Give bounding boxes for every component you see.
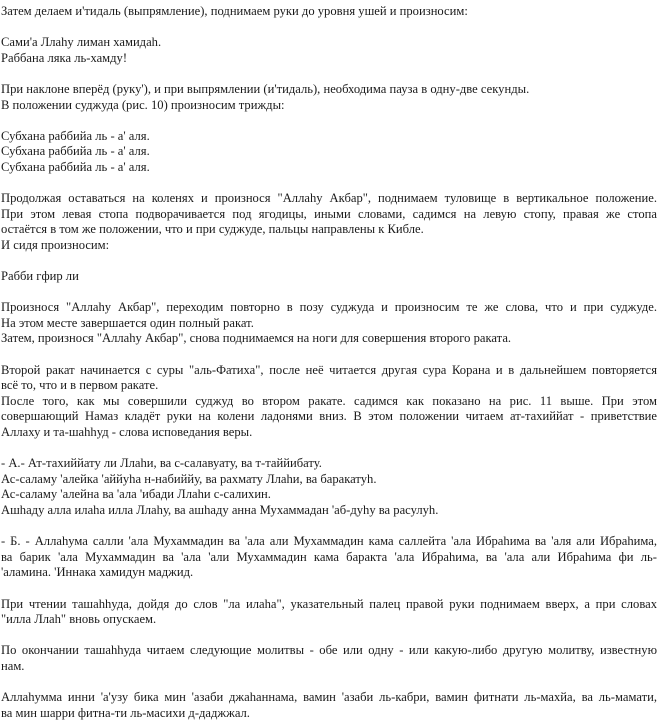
blank-line xyxy=(1,113,657,129)
blank-line xyxy=(1,20,657,36)
text-line: Рабби гфир ли xyxy=(1,269,79,284)
text-line: Раббана ляка ль-хамду! xyxy=(1,50,128,65)
blank-line xyxy=(1,581,657,597)
text-line: При этом левая стопа подворачивается под ягодицы, иными словами, садимся на левую стопу, правая же стопа xyxy=(1,206,657,221)
text-line: И сидя произносим: xyxy=(1,237,110,252)
text-line: ва барик 'ала Мухаммадин ва 'ала 'али Мухаммадин кама баракта 'ала Ибраhима, ва 'ала али Ибраhима фи ль- xyxy=(1,549,657,564)
blank-line xyxy=(1,628,657,644)
blank-line xyxy=(1,66,657,82)
blank-line xyxy=(1,285,657,301)
text-line: При наклоне вперёд (руку'), и при выпрямлении (и'тидаль), необходима пауза в одну-две секунды. xyxy=(1,81,530,96)
text-line: Ашhаду алла илаhа илла Ллаhу, ва ашhаду анна Мухаммадан 'аб-дуhу ва расулуh. xyxy=(1,503,439,517)
text-line: Затем, произнося "Аллаhу Акбар", снова поднимаемся на ноги для совершения второго раката. xyxy=(1,331,512,346)
text-line: Субхана раббийа ль - а' аля. xyxy=(1,159,150,174)
text-line: Произнося "Аллаhу Акбар", переходим повторно в позу суджуда и произносим те же слова, что и при суджуде. xyxy=(1,300,657,315)
text-line: нам. xyxy=(1,658,25,673)
text-line: "илла Ллаh" вновь опускаем. xyxy=(1,612,157,627)
blank-line xyxy=(1,254,657,270)
text-line: Ас-саламу 'алейна ва 'ала 'ибади Ллаhи с-салихин. xyxy=(1,487,271,502)
text-line: Затем делаем и'тидаль (выпрямление), поднимаем руки до уровня ушей и произносим: xyxy=(1,4,468,18)
text-line: - А.- Ат-тахиййату ли Ллаhи, ва с-салавуату, ва т-таййибату. xyxy=(1,456,322,471)
text-line: В положении суджуда (рис. 10) произносим трижды: xyxy=(1,97,285,112)
blank-line xyxy=(1,176,657,192)
blank-line xyxy=(1,347,657,363)
text-line: 'аламина. 'Иннака хамидун маджид. xyxy=(1,565,194,580)
text-line: Второй ракат начинается с суры "аль-Фатиха", после неё читается другая сура Корана и в дальнейшем повторяется xyxy=(1,362,657,377)
text-line: При чтении ташаhhуда, дойдя до слов "ла илаhа", указательный палец правой руки поднимаем вверх, а при словах xyxy=(1,596,657,611)
text-line: На этом месте завершается один полный ракат. xyxy=(1,315,254,330)
text-line: ва мин шарри фитна-ти ль-масихи д-даджжал. xyxy=(1,705,250,720)
text-line: По окончании ташаhhуда читаем следующие молитвы - обе или одну - или какую-либо другую молитву, известную xyxy=(1,643,657,658)
text-line: совершающий Намаз кладёт руки на колени ладонями вниз. В этом положении читаем ат-тахиййат - приветствие xyxy=(1,409,657,424)
text-line: Субхана раббийа ль - а' аля. xyxy=(1,144,150,159)
text-line: После того, как мы совершили суджуд во втором ракате. садимся как показано на рис. 11 выше. При этом xyxy=(1,393,657,408)
text-line: Ас-саламу 'алейка 'аййуhа н-набиййу, ва рахмату Ллаhи, ва баракатуh. xyxy=(1,471,377,486)
text-line: остаётся в том же положении, что и при суджуде, пальцы направлены к Кибле. xyxy=(1,222,424,237)
text-line: Сами'а Ллаhу лиман хамидаh. xyxy=(1,35,162,50)
text-line: Аллаhумма инни 'а'узу бика мин 'азаби джаhаннама, вамин 'азаби ль-кабри, вамин фитнати ль-махйа, ва ль-мамати, xyxy=(1,690,657,705)
text-line: всё то, что и в первом ракате. xyxy=(1,378,159,393)
text-line: Субхана раббийа ль - а' аля. xyxy=(1,128,150,143)
blank-line xyxy=(1,675,657,691)
text-line: Аллаху и та-шаhhуд - слова исповедания веры. xyxy=(1,425,253,440)
blank-line xyxy=(1,441,657,457)
text-line: - Б. - Аллаhума салли 'ала Мухаммадин ва 'ала али Мухаммадин кама саллейта 'ала Ибраhима ва 'аля али Ибраhима, xyxy=(1,534,657,549)
blank-line xyxy=(1,519,657,535)
text-line: Продолжая оставаться на коленях и произнося "Аллаhу Акбар", поднимаем туловище в вертикальное положение. xyxy=(1,191,657,206)
